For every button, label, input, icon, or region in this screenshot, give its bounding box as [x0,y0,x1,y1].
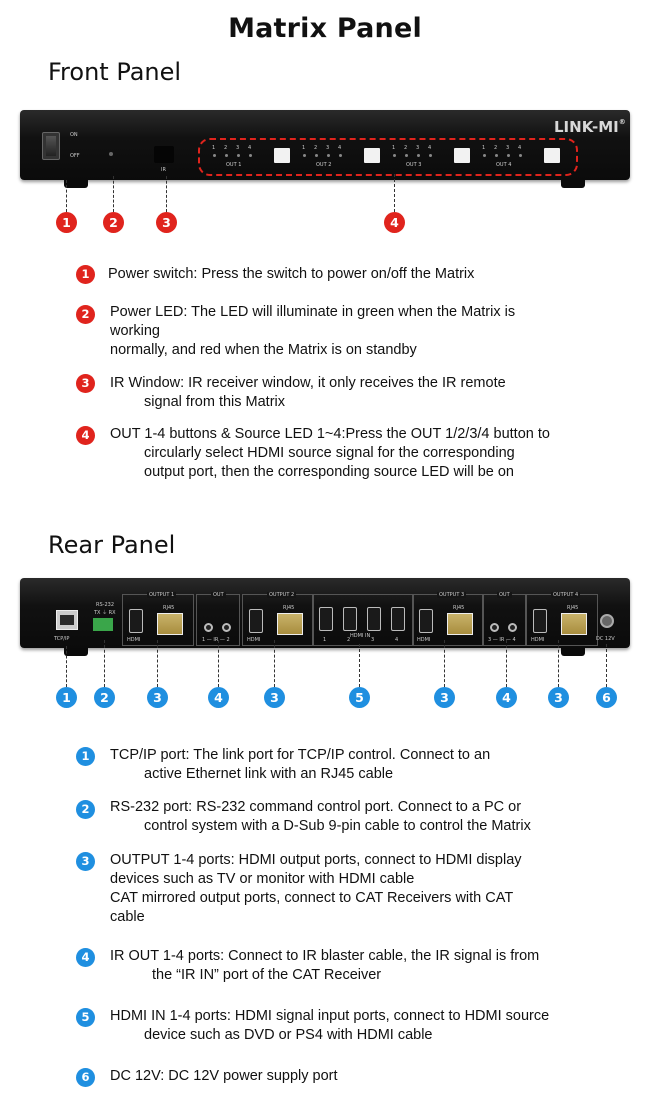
hdmi-in-3-label: 3 [371,637,375,643]
rear-marker: 4 [208,687,229,708]
out-group-label: OUT 2 [316,162,332,168]
source-led [339,154,342,157]
source-led [225,154,228,157]
desc-line: OUT 1-4 buttons & Source LED 1~4:Press the OUT 1/2/3/4 button to [110,426,550,442]
pointer-line [157,640,158,687]
output2-block [242,594,314,646]
pointer-line [218,640,219,687]
switch-on-label: ON [70,132,78,138]
hdmi-in-1-port[interactable] [319,607,333,631]
out-3-button[interactable] [454,148,470,163]
output3-rj45-port[interactable] [447,613,473,635]
source-led-number: 2 [404,145,408,151]
pointer-line [166,176,167,212]
device-foot [64,648,88,656]
front-item-4-text [110,425,640,482]
power-led [109,152,113,156]
source-led-number: 4 [338,145,342,151]
source-led [507,154,510,157]
front-item-1-text [108,265,628,284]
output2-hdmi-port[interactable] [249,609,263,633]
rear-marker: 6 [596,687,617,708]
source-led-number: 2 [494,145,498,151]
rear-item-2-text [110,798,630,836]
source-led-number: 3 [236,145,240,151]
front-panel-heading: Front Panel [48,58,182,86]
ir-out-3-jack[interactable] [490,623,499,632]
device-foot [64,180,88,188]
source-led-number: 1 [392,145,396,151]
hdmi-in-1-label: 1 [323,637,327,643]
out-label: OUT [499,592,510,598]
desc-line: signal from this Matrix [144,394,286,410]
front-marker-1: 1 [56,212,77,233]
out-group-2 [296,144,386,170]
rear-marker: 3 [548,687,569,708]
source-led-number: 2 [314,145,318,151]
source-led-number: 1 [302,145,306,151]
front-item-4-badge: 4 [76,426,95,445]
source-led-number: 4 [428,145,432,151]
output1-hdmi-port[interactable] [129,609,143,633]
source-led [315,154,318,157]
out-2-button[interactable] [364,148,380,163]
source-led [237,154,240,157]
source-led [393,154,396,157]
desc-line: IR OUT 1-4 ports: Connect to IR blaster cable, the IR signal is from [110,948,540,964]
hdmi-label: HDMI [531,637,545,643]
dc-power-jack[interactable] [600,614,614,628]
pointer-line [394,174,395,212]
source-led [405,154,408,157]
pointer-line [359,644,360,687]
out-group-1 [206,144,296,170]
output1-block [122,594,194,646]
output1-label: OUTPUT 1 [149,592,175,598]
rear-item-6-text [110,1067,630,1086]
hdmi-label: HDMI [247,637,261,643]
output4-block [526,594,598,646]
rj45-label: RJ45 [283,605,295,611]
source-led-number: 1 [212,145,216,151]
front-marker-3: 3 [156,212,177,233]
rear-item-5-badge: 5 [76,1008,95,1027]
power-switch[interactable] [42,132,60,160]
source-led-number: 3 [326,145,330,151]
front-panel-device [20,110,630,180]
hdmi-in-2-port[interactable] [343,607,357,631]
rear-marker: 3 [264,687,285,708]
output2-label: OUTPUT 2 [269,592,295,598]
out-group-label: OUT 4 [496,162,512,168]
out-group-3 [386,144,476,170]
source-led [519,154,522,157]
rj45-label: RJ45 [163,605,175,611]
desc-line: cable [110,909,145,925]
rear-item-5-text [110,1007,645,1045]
pointer-line [66,646,67,687]
desc-line: output port, then the corresponding source LED will be on [144,464,514,480]
brand-text: LINK-MI [554,118,619,136]
device-foot [561,648,585,656]
out-4-button[interactable] [544,148,560,163]
desc-line: IR Window: IR receiver window, it only receives the IR remote [110,375,506,391]
rear-marker: 4 [496,687,517,708]
desc-line: control system with a D-Sub 9-pin cable to control the Matrix [144,818,531,834]
rear-marker: 3 [147,687,168,708]
source-led-number: 3 [416,145,420,151]
front-item-3-badge: 3 [76,374,95,393]
rear-panel-device [20,578,630,648]
output3-hdmi-port[interactable] [419,609,433,633]
ir-window [154,146,174,163]
rj45-label: RJ45 [567,605,579,611]
ir-out-4-jack[interactable] [508,623,517,632]
pointer-line [606,644,607,687]
hdmi-in-4-label: 4 [395,637,399,643]
front-item-1-badge: 1 [76,265,95,284]
desc-line: circularly select HDMI source signal for the corresponding [144,445,515,461]
rear-item-2-badge: 2 [76,800,95,819]
brand-logo [554,118,626,136]
front-marker-4: 4 [384,212,405,233]
desc-line: RS-232 port: RS-232 command control port. Connect to a PC or [110,799,522,815]
out-1-button[interactable] [274,148,290,163]
rear-item-1-badge: 1 [76,747,95,766]
desc-line: devices such as TV or monitor with HDMI cable [110,871,415,887]
ir12-label: 1 — IR — 2 [202,637,230,643]
switch-off-label: OFF [70,153,80,159]
ir-label: IR [161,167,166,173]
hdmi-label: HDMI [417,637,431,643]
rear-marker: 1 [56,687,77,708]
source-led [417,154,420,157]
rear-panel-heading: Rear Panel [48,531,176,559]
desc-line: working [110,323,160,339]
hdmi-in-4-port[interactable] [391,607,405,631]
source-led [495,154,498,157]
rear-marker: 5 [349,687,370,708]
desc-line: Power switch: Press the switch to power on/off the Matrix [108,266,475,282]
ir-out-34-block [482,594,526,646]
desc-line: device such as DVD or PS4 with HDMI cable [144,1027,433,1043]
rear-marker: 2 [94,687,115,708]
ir-out-12-block [196,594,240,646]
out-group-label: OUT 1 [226,162,242,168]
pointer-line [113,176,114,212]
hdmi-in-label: HDMI IN [350,633,371,639]
hdmi-in-2-label: 2 [347,637,351,643]
ir-out-2-jack[interactable] [222,623,231,632]
source-led-number: 4 [518,145,522,151]
desc-line: TCP/IP port: The link port for TCP/IP control. Connect to an [110,747,491,763]
brand-mark: ® [618,118,626,126]
hdmi-label: HDMI [127,637,141,643]
front-item-2-badge: 2 [76,305,95,324]
rs232-port[interactable] [93,618,113,631]
output4-rj45-port[interactable] [561,613,587,635]
source-led [429,154,432,157]
out-button-groups [206,144,566,170]
pointer-line [274,640,275,687]
output4-label: OUTPUT 4 [553,592,579,598]
desc-line: HDMI IN 1-4 ports: HDMI signal input ports, connect to HDMI source [110,1008,550,1024]
source-led [213,154,216,157]
source-led [327,154,330,157]
tcpip-label: TCP/IP [54,636,70,642]
output3-block [412,594,484,646]
rear-item-3-text [110,851,630,927]
desc-line: Power LED: The LED will illuminate in green when the Matrix is [110,304,516,320]
pointer-line [506,640,507,687]
rj45-label: RJ45 [453,605,465,611]
rear-marker: 3 [434,687,455,708]
front-item-2-text [110,303,630,360]
output3-label: OUTPUT 3 [439,592,465,598]
dc-label: DC 12V [596,636,615,642]
tcpip-port[interactable] [56,610,78,630]
page-title: Matrix Panel [228,13,422,44]
source-led [483,154,486,157]
output1-rj45-port[interactable] [157,613,183,635]
rear-item-4-badge: 4 [76,948,95,967]
desc-line: DC 12V: DC 12V power supply port [110,1068,338,1084]
out-group-4 [476,144,566,170]
rs232-sub-label: TX ⏚ RX [94,610,116,616]
rs232-label: RS-232 [96,602,114,608]
rear-item-6-badge: 6 [76,1068,95,1087]
hdmi-in-block [312,594,414,646]
output2-rj45-port[interactable] [277,613,303,635]
desc-line: the “IR IN” port of the CAT Receiver [152,967,382,983]
desc-line: normally, and red when the Matrix is on standby [110,342,417,358]
desc-line: active Ethernet link with an RJ45 cable [144,766,394,782]
ir-out-1-jack[interactable] [204,623,213,632]
source-led-number: 4 [248,145,252,151]
source-led-number: 3 [506,145,510,151]
desc-line: CAT mirrored output ports, connect to CAT Receivers with CAT [110,890,514,906]
source-led [249,154,252,157]
pointer-line [66,180,67,212]
front-item-3-text [110,374,630,412]
pointer-line [558,640,559,687]
pointer-line [104,640,105,687]
device-foot [561,180,585,188]
source-led [303,154,306,157]
front-marker-2: 2 [103,212,124,233]
pointer-line [444,640,445,687]
rear-item-4-text [110,947,640,985]
rear-item-1-text [110,746,630,784]
rear-item-3-badge: 3 [76,852,95,871]
output4-hdmi-port[interactable] [533,609,547,633]
source-led-number: 1 [482,145,486,151]
out-label: OUT [213,592,224,598]
source-led-number: 2 [224,145,228,151]
desc-line: OUTPUT 1-4 ports: HDMI output ports, connect to HDMI display [110,852,522,868]
ir34-label: 3 — IR — 4 [488,637,516,643]
hdmi-in-3-port[interactable] [367,607,381,631]
out-group-label: OUT 3 [406,162,422,168]
